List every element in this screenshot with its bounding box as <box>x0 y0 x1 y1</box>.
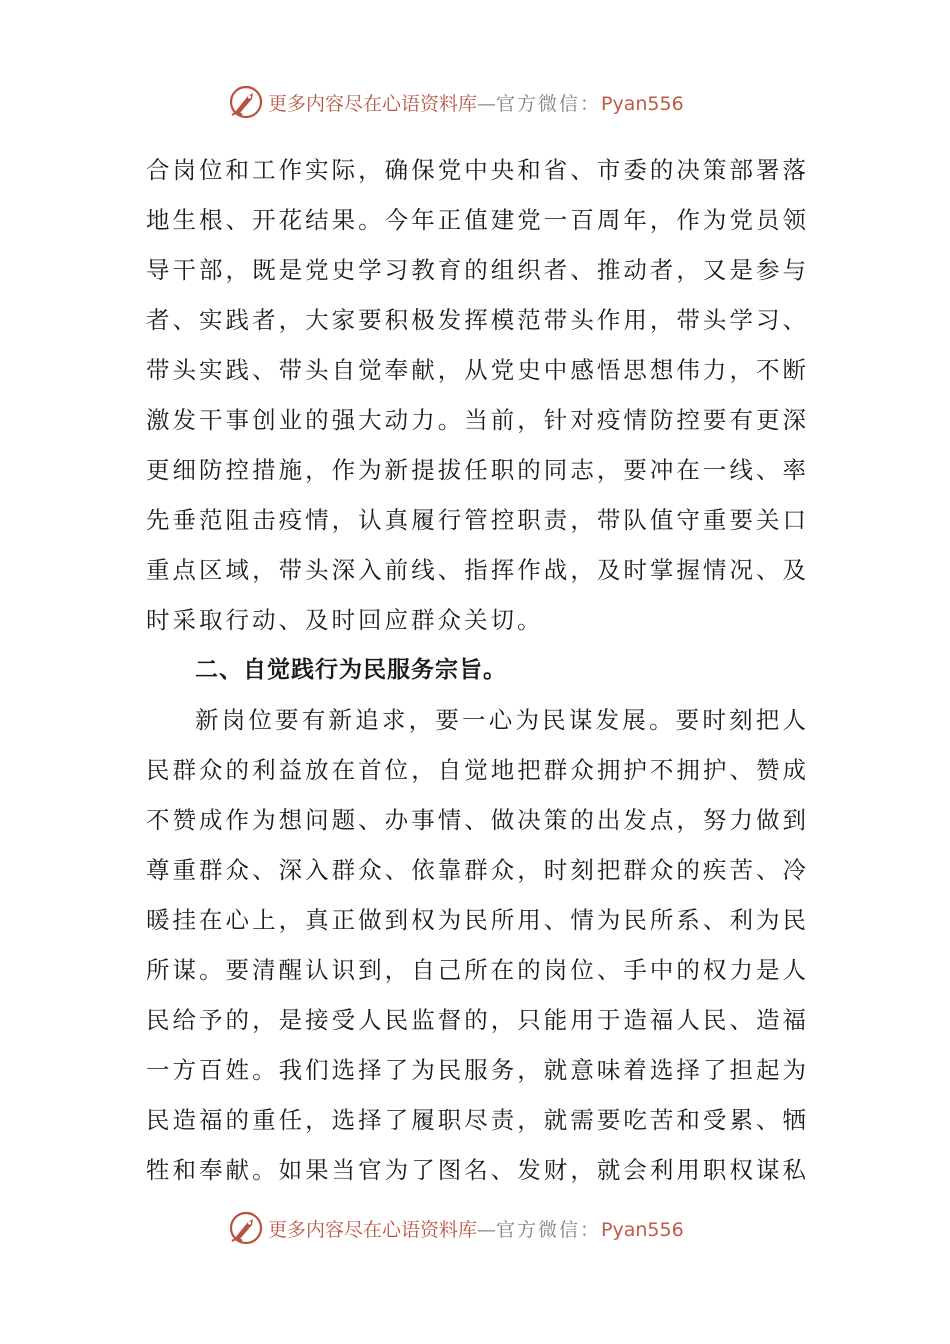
document-body <box>146 145 806 1195</box>
text-line: 者、实践者，大家要积极发挥模范带头作用，带头学习、 <box>146 306 806 334</box>
watermark-banner-top <box>228 82 748 122</box>
watermark-text <box>268 89 684 116</box>
pen-nib-circle-icon <box>228 1210 264 1246</box>
text-line: 暖挂在心上，真正做到权为民所用、情为民所系、利为民 <box>146 906 806 934</box>
text-line: 带头实践、带头自觉奉献，从党史中感悟思想伟力，不断 <box>146 356 806 384</box>
wechat-id: Pyan556 <box>601 1218 684 1241</box>
text-line: 先垂范阻击疫情，认真履行管控职责，带队值守重要关口 <box>146 506 806 534</box>
text-line: 时采取行动、及时回应群众关切。 <box>146 606 544 634</box>
dash: — <box>477 92 497 115</box>
dash: — <box>477 1218 497 1241</box>
text-line: 尊重群众、深入群众、依靠群众，时刻把群众的疾苦、冷 <box>146 856 806 884</box>
text-line: 导干部，既是党史学习教育的组织者、推动者，又是参与 <box>146 256 806 284</box>
text-line: 地生根、开花结果。今年正值建党一百周年，作为党员领 <box>146 206 806 234</box>
watermark-text <box>268 1215 684 1242</box>
text-line: 重点区域，带头深入前线、指挥作战，及时掌握情况、及 <box>146 556 806 584</box>
text-line: 更细防控措施，作为新提拔任职的同志，要冲在一线、率 <box>146 456 806 484</box>
text-line: 民造福的重任，选择了履职尽责，就需要吃苦和受累、牺 <box>146 1106 806 1134</box>
brand-text: 更多内容尽在心语资料库 <box>268 1218 478 1241</box>
text-line: 民群众的利益放在首位，自觉地把群众拥护不拥护、赞成 <box>146 756 806 784</box>
wechat-label: 官方微信： <box>496 92 602 115</box>
text-line: 激发干事创业的强大动力。当前，针对疫情防控要有更深 <box>146 406 806 434</box>
text-line: 新岗位要有新追求，要一心为民谋发展。要时刻把人 <box>195 706 806 734</box>
watermark-banner-bottom <box>228 1208 748 1248</box>
text-line: 一方百姓。我们选择了为民服务，就意味着选择了担起为 <box>146 1056 806 1084</box>
wechat-label: 官方微信： <box>496 1218 602 1241</box>
brand-text: 更多内容尽在心语资料库 <box>268 92 478 115</box>
wechat-id: Pyan556 <box>601 92 684 115</box>
text-line: 民给予的，是接受人民监督的，只能用于造福人民、造福 <box>146 1006 806 1034</box>
pen-nib-circle-icon <box>228 84 264 120</box>
text-line: 牲和奉献。如果当官为了图名、发财，就会利用职权谋私 <box>146 1156 806 1184</box>
section-heading: 二、自觉践行为民服务宗旨。 <box>195 657 507 683</box>
text-line: 所谋。要清醒认识到，自己所在的岗位、手中的权力是人 <box>146 956 806 984</box>
text-line: 合岗位和工作实际，确保党中央和省、市委的决策部署落 <box>146 156 806 184</box>
text-line: 不赞成作为想问题、办事情、做决策的出发点，努力做到 <box>146 806 806 834</box>
